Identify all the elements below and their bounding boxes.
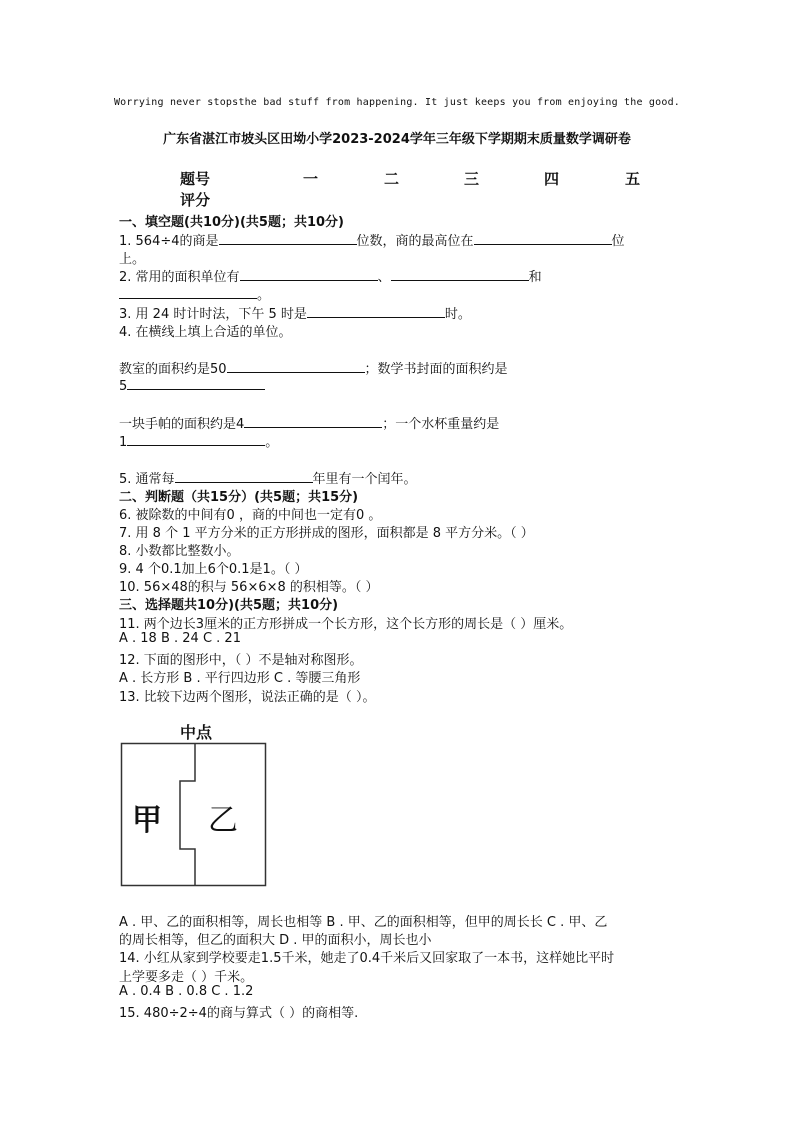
question-14: 14. 小红从家到学校要走1.5千米，她走了0.4千米后又回家取了一本书，这样她比平时	[119, 951, 615, 966]
q2-text-b: 、	[377, 270, 391, 285]
question-8: 8. 小数都比整数小。	[119, 544, 240, 559]
question-7: 7. 用 8 个 1 平方分米的正方形拼成的图形，面积都是 8 平方分米。（ ）	[119, 526, 534, 541]
figure-midpoint-label: 中点	[180, 723, 213, 742]
score-col-1: 一	[303, 170, 319, 188]
q3-text-a: 3. 用 24 时计时法，下午 5 时是	[119, 307, 307, 322]
question-4a	[119, 358, 508, 377]
q2-text-d: 。	[257, 288, 271, 303]
q2-blank-2[interactable]	[391, 267, 529, 281]
question-4b	[119, 413, 499, 432]
question-4: 4. 在横线上填上合适的单位。	[119, 325, 292, 340]
question-10: 10. 56×48的积与 56×6×8 的积相等。（ ）	[119, 580, 379, 595]
q4a-blank-2[interactable]	[127, 376, 265, 390]
question-1-cont: 上。	[119, 252, 146, 267]
section-2-heading: 二、判断题（共15分）(共5题；共15分)	[119, 490, 359, 505]
question-4b-cont	[119, 431, 278, 450]
q2-text-c: 和	[528, 270, 542, 285]
question-12: 12. 下面的图形中，（ ）不是轴对称图形。	[119, 653, 363, 668]
question-13-options-line1: A . 甲、乙的面积相等，周长也相等 B . 甲、乙的面积相等，但甲的周长长 C . 甲、乙	[119, 915, 608, 930]
question-15: 15. 480÷2÷4的商与算式（ ）的商相等.	[119, 1006, 359, 1021]
figure-jia-label: 甲	[132, 803, 162, 838]
q4a-text-c: 5	[119, 379, 128, 394]
question-12-options: A . 长方形 B . 平行四边形 C . 等腰三角形	[119, 671, 361, 686]
q4a-blank-1[interactable]	[227, 359, 365, 373]
q4b-text-a: 一块手帕的面积约是4	[119, 417, 245, 432]
q4b-blank-2[interactable]	[127, 432, 265, 446]
q2-text-a: 2. 常用的面积单位有	[119, 270, 240, 285]
page-title: 广东省湛江市坡头区田坳小学2023-2024学年三年级下学期期末质量数学调研卷	[163, 132, 631, 147]
q4a-text-b: ；数学书封面的面积约是	[364, 362, 508, 377]
score-col-4: 四	[544, 170, 560, 188]
q4a-text-a: 教室的面积约是50	[119, 362, 227, 377]
q2-blank-3[interactable]	[119, 285, 257, 299]
motto: Worrying never stopsthe bad stuff from happening. It just keeps you from enjoying the good.	[113, 97, 681, 108]
question-3	[119, 303, 471, 322]
q4b-text-b: ；一个水杯重量约是	[382, 417, 500, 432]
score-table-row1-label: 题号	[180, 170, 211, 188]
q2-blank-1[interactable]	[240, 267, 378, 281]
question-11: 11. 两个边长3厘米的正方形拼成一个长方形，这个长方形的周长是（ ）厘米。	[119, 617, 573, 632]
q1-text-c: 位	[611, 234, 625, 249]
question-14-options: A . 0.4 B . 0.8 C . 1.2	[119, 984, 254, 999]
question-2	[119, 266, 542, 285]
question-14-cont: 上学要多走（ ）千米。	[119, 970, 254, 985]
q4b-text-d: 。	[265, 435, 279, 450]
section-1-heading: 一、填空题(共10分)(共5题；共10分)	[119, 215, 344, 230]
section-3-heading: 三、选择题共10分)(共5题；共10分)	[119, 598, 339, 613]
q1-text-b: 位数，商的最高位在	[356, 234, 474, 249]
question-11-options: A . 18 B . 24 C . 21	[119, 631, 241, 646]
question-2-cont	[119, 284, 270, 303]
q5-blank-1[interactable]	[175, 469, 313, 483]
question-5	[119, 468, 417, 487]
question-13-options-line2: 的周长相等，但乙的面积大 D . 甲的面积小，周长也小	[119, 933, 432, 948]
score-col-5: 五	[625, 170, 641, 188]
q5-text-b: 年里有一个闰年。	[312, 472, 417, 487]
q1-blank-2[interactable]	[474, 231, 612, 245]
score-table-row2-label: 评分	[180, 191, 211, 209]
q4b-text-c: 1	[119, 435, 128, 450]
q5-text-a: 5. 通常每	[119, 472, 175, 487]
question-1	[119, 230, 625, 249]
question-9: 9. 4 个0.1加上6个0.1是1。（ ）	[119, 562, 308, 577]
q1-blank-1[interactable]	[219, 231, 357, 245]
question-6: 6. 被除数的中间有0 ，商的中间也一定有0 。	[119, 508, 382, 523]
question-4a-cont	[119, 376, 265, 394]
q3-text-b: 时。	[444, 307, 471, 322]
q4b-blank-1[interactable]	[244, 414, 382, 428]
question-13: 13. 比较下边两个图形，说法正确的是（ ）。	[119, 690, 376, 705]
score-col-2: 二	[384, 170, 400, 188]
score-col-3: 三	[464, 170, 480, 188]
figure-yi-label: 乙	[208, 803, 238, 838]
q1-text-a: 1. 564÷4的商是	[119, 234, 219, 249]
q3-blank-1[interactable]	[307, 304, 445, 318]
